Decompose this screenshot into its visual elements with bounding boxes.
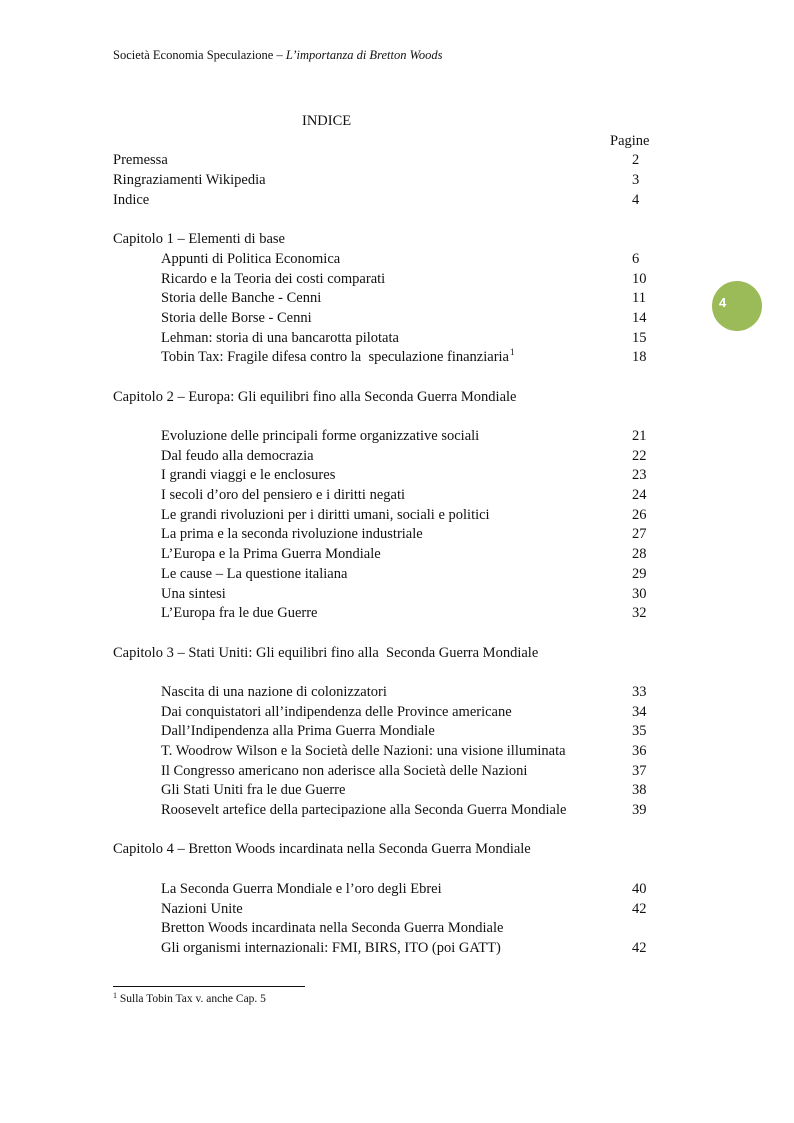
toc-entry	[113, 939, 658, 959]
toc-entry-page: 30	[632, 585, 647, 602]
toc-entry	[113, 486, 658, 506]
chapter-title: Capitolo 4 – Bretton Woods incardinata nella Seconda Guerra Mondiale	[113, 841, 531, 858]
blank-line	[113, 407, 658, 427]
toc-entry-page: 24	[632, 487, 647, 504]
toc-entry-label: Il Congresso americano non aderisce alla Società delle Nazioni	[161, 762, 528, 779]
toc-entry-label: Dai conquistatori all’indipendenza delle Province americane	[161, 703, 512, 720]
toc-entry-page: 23	[632, 467, 647, 484]
toc-entry	[113, 722, 658, 742]
page-number-badge	[712, 281, 762, 331]
toc-entry-page: 27	[632, 526, 647, 543]
toc-entry	[113, 703, 658, 723]
chapter-title: Capitolo 2 – Europa: Gli equilibri fino alla Seconda Guerra Mondiale	[113, 388, 517, 405]
toc-entry	[113, 309, 658, 329]
toc-entry-label: Evoluzione delle principali forme organizzative sociali	[161, 428, 480, 444]
toc-entry-page: 34	[632, 703, 647, 720]
footnote-separator	[113, 986, 305, 987]
toc-entry-page: 36	[632, 743, 647, 759]
toc-entry-page: 26	[632, 506, 647, 523]
toc-entry-label: Ricardo e la Teoria dei costi comparati	[161, 270, 386, 287]
toc-chapter-heading	[113, 230, 658, 250]
toc-entry	[113, 683, 658, 703]
toc-entry-page: 42	[632, 939, 647, 956]
toc-entry-label: Indice	[113, 191, 150, 208]
toc-entry-label: Le cause – La questione italiana	[161, 565, 348, 582]
toc-entry	[113, 742, 658, 762]
toc-entry	[113, 880, 658, 900]
toc-entry	[113, 191, 658, 211]
toc-entry	[113, 289, 658, 309]
footnote-text: Sulla Tobin Tax v. anche Cap. 5	[117, 993, 266, 1005]
chapter-title: Capitolo 3 – Stati Uniti: Gli equilibri fino alla Seconda Guerra Mondiale	[113, 644, 539, 661]
toc-entry-label: L’Europa e la Prima Guerra Mondiale	[161, 546, 381, 563]
blank-line	[113, 663, 658, 683]
blank-line	[113, 210, 658, 230]
toc-title: INDICE	[302, 113, 352, 129]
toc-entry	[113, 900, 658, 920]
toc-entry	[113, 427, 658, 447]
toc-entry	[113, 565, 658, 585]
toc-entry-label: Storia delle Borse - Cenni	[161, 309, 312, 326]
footnote	[113, 992, 266, 1007]
toc-entry-page: 11	[632, 290, 646, 307]
toc-entry-label: T. Woodrow Wilson e la Società delle Nazioni: una visione illuminata	[161, 743, 566, 759]
toc-entry-page: 39	[632, 802, 647, 819]
toc-chapter-heading	[113, 840, 658, 860]
toc-entry	[113, 525, 658, 545]
toc-entry	[113, 506, 658, 526]
toc-entry-page: 37	[632, 762, 647, 779]
toc-entry-label: Gli organismi internazionali: FMI, BIRS, ITO (poi GATT)	[161, 939, 501, 956]
toc-entry-page: 38	[632, 782, 647, 799]
toc-entry-page: 6	[632, 250, 640, 267]
toc-entry	[113, 919, 658, 939]
toc-entry	[113, 171, 658, 191]
toc-chapter-heading	[113, 388, 658, 408]
toc-entry-label: Premessa	[113, 152, 168, 169]
footnote-reference: 1	[510, 347, 515, 358]
running-header-title: Società Economia Speculazione –	[113, 48, 286, 62]
toc-entry-page: 35	[632, 723, 647, 740]
toc-entry	[113, 466, 658, 486]
toc-entry-label: La Seconda Guerra Mondiale e l’oro degli Ebrei	[161, 880, 442, 897]
toc-entry	[113, 762, 658, 782]
toc-entry-label: Roosevelt artefice della partecipazione alla Seconda Guerra Mondiale	[161, 802, 567, 819]
toc-entry-label: Nazioni Unite	[161, 900, 243, 917]
toc-entry-page: 15	[632, 329, 647, 346]
toc-entry-label: Tobin Tax: Fragile difesa contro la speculazione finanziaria	[161, 349, 509, 366]
running-header-subtitle: L’importanza di Bretton Woods	[285, 48, 443, 62]
toc-entry	[113, 447, 658, 467]
toc-entry	[113, 329, 658, 349]
toc-entry-label: I grandi viaggi e le enclosures	[161, 467, 336, 484]
toc-entry-label: Nascita di una nazione di colonizzatori	[161, 683, 387, 700]
toc-entry	[113, 801, 658, 821]
chapter-title: Capitolo 1 – Elementi di base	[113, 231, 285, 248]
toc-entry-page: 2	[632, 152, 640, 169]
toc-entry	[113, 604, 658, 624]
toc-entry	[113, 250, 658, 270]
toc-entry	[113, 545, 658, 565]
toc-entry-page: 22	[632, 447, 647, 464]
toc-entry-page: 32	[632, 605, 647, 622]
table-of-contents	[113, 112, 658, 959]
toc-entry-label: La prima e la seconda rivoluzione industriale	[161, 526, 423, 543]
toc-pages-label: Pagine	[610, 132, 650, 149]
blank-line	[113, 821, 658, 841]
toc-entry	[113, 585, 658, 605]
toc-entry-label: Dall’Indipendenza alla Prima Guerra Mondiale	[161, 723, 435, 740]
toc-entry-page: 18	[632, 349, 647, 366]
toc-entry-page: 29	[632, 565, 647, 582]
running-header	[113, 47, 442, 63]
blank-line	[113, 368, 658, 388]
toc-pages-header-row	[113, 132, 658, 152]
toc-entry-page: 10	[632, 270, 647, 287]
toc-entry-label: Bretton Woods incardinata nella Seconda Guerra Mondiale	[161, 920, 504, 937]
toc-entry-page: 4	[632, 191, 640, 208]
toc-entry-label: Gli Stati Uniti fra le due Guerre	[161, 782, 346, 799]
blank-line	[113, 860, 658, 880]
toc-entry	[113, 151, 658, 171]
footnote-marker: 1	[113, 991, 117, 1000]
toc-entry	[113, 270, 658, 290]
toc-entry-page: 40	[632, 880, 647, 897]
toc-entry-label: Le grandi rivoluzioni per i diritti umani, sociali e politici	[161, 506, 490, 523]
blank-line	[113, 624, 658, 644]
toc-entry-label: Dal feudo alla democrazia	[161, 447, 314, 464]
toc-entry-label: Storia delle Banche - Cenni	[161, 290, 322, 307]
page-number: 4	[719, 295, 727, 310]
toc-entry-label: Appunti di Politica Economica	[161, 250, 341, 267]
toc-entry-page: 42	[632, 900, 647, 917]
toc-entry-page: 33	[632, 683, 647, 700]
toc-chapter-heading	[113, 644, 658, 664]
toc-entry-page: 3	[632, 172, 640, 189]
toc-entry-page: 21	[632, 428, 647, 444]
toc-title-row	[113, 112, 658, 132]
toc-entry-label: Una sintesi	[161, 585, 226, 602]
toc-entry-label: I secoli d’oro del pensiero e i diritti negati	[161, 487, 406, 504]
toc-entry-page: 14	[632, 309, 647, 326]
toc-entry	[113, 781, 658, 801]
toc-entry-label: Lehman: storia di una bancarotta pilotata	[161, 329, 399, 346]
toc-entry-page: 28	[632, 546, 647, 563]
toc-entry-label: L’Europa fra le due Guerre	[161, 605, 318, 622]
toc-entry-label: Ringraziamenti Wikipedia	[113, 172, 266, 189]
toc-entry	[113, 348, 658, 368]
